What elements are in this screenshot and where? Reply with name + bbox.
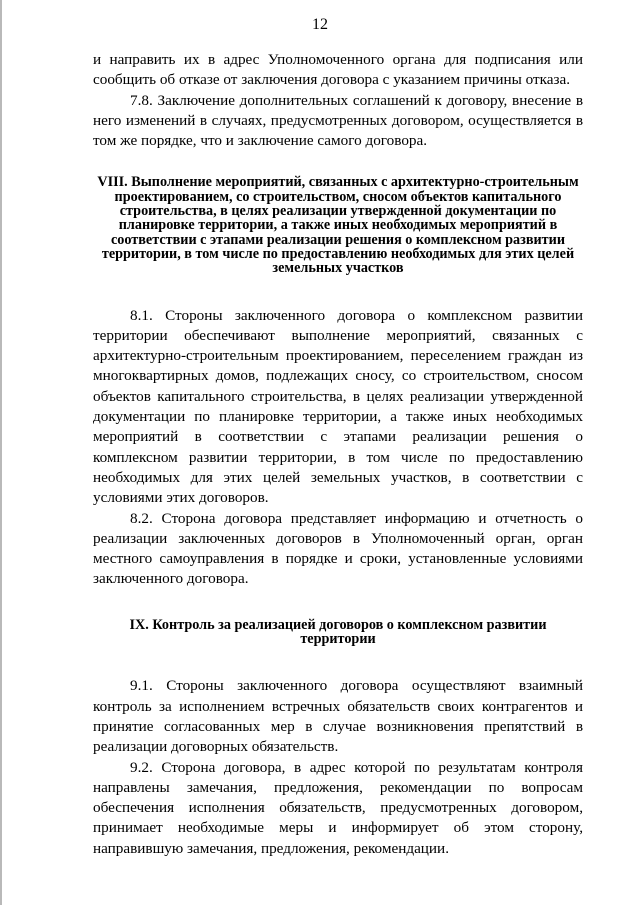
document-body xyxy=(93,50,583,859)
continuation-paragraph: и направить их в адрес Уполномоченного органа для подписания или сообщить об отказе от заключения договора с указанием причины отказа. xyxy=(93,51,583,89)
page-edge xyxy=(0,0,2,905)
clause-9-2: 9.2. Сторона договора, в адрес которой по результатам контроля направлены замечания, предложения, рекомендации по вопросам обеспечения исполнения обязательств, предусмотренных договором, принимает необходимые меры и информирует об этом сторону, направившую замечания, предложения, рекомендации. xyxy=(93,758,583,857)
clause-7-8: 7.8. Заключение дополнительных соглашений к договору, внесение в него изменений в случаях, предусмотренных договором, осуществляется в том же порядке, что и заключение самого договора. xyxy=(93,91,583,150)
section-8-heading: VIII. Выполнение мероприятий, связанных с архитектурно-строительным проектированием, со строительством, сносом объектов капитального строительства, в целях реализации утвержденной документации по планировке территории, а также иных необходимых мероприятий в соответствии с этапами реализации решения о комплексном развитии территории, в том числе по предоставлению необходимых для этих целей земельных участков xyxy=(97,174,579,277)
clause-8-1: 8.1. Стороны заключенного договора о комплексном развитии территории обеспечивают выполнение мероприятий, связанных с архитектурно-строительным проектированием, переселением граждан из многоквартирных домов, подлежащих сносу, со строительством, сносом объектов капитального строительства, в целях реализации утвержденной документации по планировке территории, а также иных необходимых мероприятий в соответствии с этапами реализации решения о комплексном развитии территории, в том числе по предоставлению необходимых для этих целей земельных участков, в соответствии с условиями этих договоров. xyxy=(93,306,583,507)
page-number: 12 xyxy=(312,16,328,33)
clause-9-1: 9.1. Стороны заключенного договора осуществляют взаимный контроль за исполнением встречных обязательств своих контрагентов и принятие согласованных мер в случае возникновения препятствий в реализации договорных обязательств. xyxy=(93,677,583,756)
clause-8-2: 8.2. Сторона договора представляет информацию и отчетность о реализации заключенных договоров в Уполномоченный орган, орган местного самоуправления в порядке и сроки, установленные условиями заключенного договора. xyxy=(93,509,583,588)
section-9-heading: IX. Контроль за реализацией договоров о комплексном развитии территории xyxy=(129,616,547,648)
